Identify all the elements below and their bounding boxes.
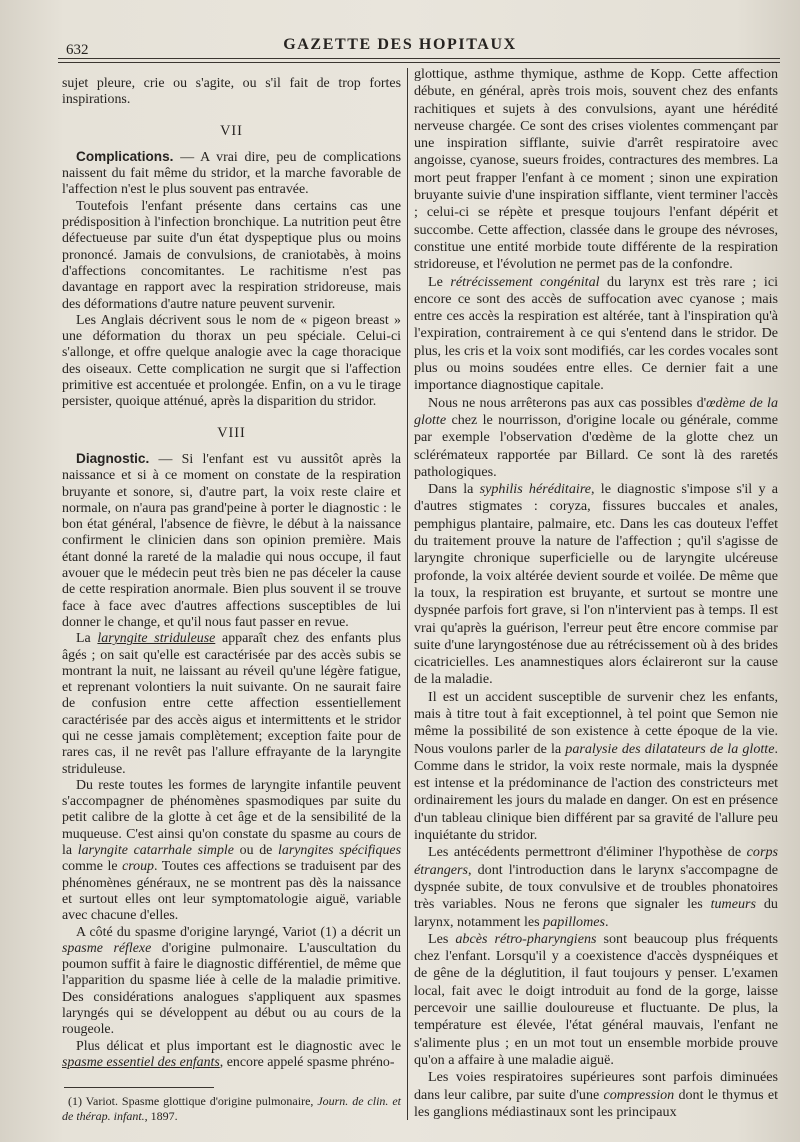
term: compression (603, 1086, 675, 1103)
paragraph: Les Anglais décrivent sous le nom de « pigeon breast » une déformation du thorax un peu spéciale. Celui-ci s'allonge, et offre quelque analogie avec la cage thoracique des oiseaux. Cette complication ne surgit que si l'affection primitive est accentuée et prolongée. Enfin, on a vu le tirage persister, quoique atténué, après la disparition du stridor. (62, 312, 401, 410)
header-rule-bottom (58, 62, 780, 63)
paragraph: Il est un accident susceptible de survenir chez les enfants, mais à titre tout à fait exceptionnel, à tel point que Semon nie même la possibilité de son existence à cette époque de la vie. Nous voulons parler de la paralysie des dilatateurs de la glotte. Comme dans le stridor, la voix reste normale, mais la dyspnée est intense et la prédominance de l'action des constricteurs met ordinairement les jours du malade en danger. On est en présence d'un tableau clinique bien différent par sa gravité de l'allure peu inquiétante du stridor. (414, 688, 779, 844)
term: paralysie des dilatateurs de la glotte (565, 740, 775, 757)
paragraph: Les voies respiratoires supérieures sont parfois diminuées dans leur calibre, par suite d'une compression dont le thymus et les ganglions médiastinaux sont les principaux (414, 1069, 778, 1120)
term: syphilis héréditaire (479, 481, 592, 498)
paragraph: sujet pleure, crie ou s'agite, ou s'il fait de trop fortes inspirations. (62, 76, 401, 108)
paragraph: Toutefois l'enfant présente dans certains cas une prédisposition à l'infection bronchique. La nutrition peut être défectueuse par suite d'un état dyspeptique plus ou moins prononcé. Jamais de convulsions, de craniotabès, à moins d'affections concomitantes. Le rachitisme n'est pas davantage en rapport avec la respiration stridoreuse, mais des déformations d'autre nature peuvent survenir. (62, 198, 401, 312)
term: spasme essentiel des enfants (62, 1054, 220, 1070)
paragraph: Du reste toutes les formes de laryngite infantile peuvent s'accompagner de phénomènes spasmodiques par suite du petit calibre de la glotte à cet âge et de la sensibilité de la muqueuse. C'est ainsi qu'on constate du spasme au cours de la laryngite catarrhale simple ou de laryngites spécifiques comme le croup. Toutes ces affections se traduisent par des phénomènes généraux, ne se montrent pas dès la naissance et surtout elles ont leur symptomatologie aiguë, variable avec chacune d'elles. (62, 777, 402, 924)
section-heading: Complications. (76, 148, 174, 164)
page-header (0, 34, 800, 58)
paragraph-diagnostic: Diagnostic. — Si l'enfant est vu aussitôt après la naissance et si à ce moment on constate de la respiration bruyante et sonore, si, d'autre part, la voix reste claire et normale, on n'aura pas grand'peine à porter le diagnostic : le bon état général, l'absence de fièvre, le début à la naissance confirment le clinicien dans son opinion première. Mais étant donné la rareté de la maladie qui nous occupe, il faut avouer que le médecin peut très bien ne pas déceler la cause de cette respiration anormale. Bien plus souvent il se trouve face à face avec d'autres affections susceptibles de lui donner le change, et qu'il nous faut passer en revue. (62, 450, 401, 630)
paragraph: A côté du spasme d'origine laryngé, Variot (1) a décrit un spasme réflexe d'origine pulmonaire. L'auscultation du poumon suffit à faire le diagnostic différentiel, de même que l'apparition du spasme liée à celle de la maladie primitive. Des considérations analogues s'appliquent aux spasmes laryngés qui se développent au début ou au cours de la rougeole. (62, 924, 401, 1038)
paragraph: Les abcès rétro-pharyngiens sont beaucoup plus fréquents chez l'enfant. Lorsqu'il y a coexistence d'accès dyspnéiques et de gêne de la déglutition, il faut toujours y penser. L'examen local, fait avec le doigt introduit au fond de la gorge, laisse percevoir une saillie douloureuse et fluctuante. De plus, la température est élevée, l'état général mauvais, l'enfant ne s'alimente plus ; en un mot tout un ensemble morbide prouve qu'on a affaire à une maladie aiguë. (414, 930, 778, 1068)
paragraph: Dans la syphilis héréditaire, le diagnostic s'impose s'il y a d'autres stigmates : coryza, fissures buccales et anales, pemphigus plantaire, palmaire, etc. Dans les cas douteux l'effet du traitement prouve la nature de l'affection ; qu'il s'agisse de laryngite chronique superficielle ou de laryngite ulcéreuse profonde, la voix altérée devient sourde et voilée. De même que la toux, la respiration est bruyante, et surtout se montre une dyspnée parfois fort grave, si l'on n'intervient pas à temps. Il est vrai qu'après la guérison, l'erreur peut être encore commise par suite d'une laryngosténose due au rétrécissement où à des brides cicatricielles. Les anamnestiques alors éclaireront sur la cause de la maladie. (414, 481, 778, 688)
term: tumeurs (710, 896, 757, 913)
term: corps étrangers (414, 844, 778, 878)
journal-title: GAZETTE DES HOPITAUX (283, 36, 517, 53)
term: croup (122, 859, 154, 875)
paragraph: La laryngite striduleuse apparaît chez des enfants plus âgés ; on sait qu'elle est caractérisée par des accès subis se montrant la nuit, ne laissant au réveil qu'une légère fatigue, et reprenant volontiers la nuit suivante. On ne saurait faire de confusion entre cette affection essentiellement caractérisée par des accès aigus et intermittents et le stridor qui ne cesse jamais complètement; exception faite pour de rares cas, il ne revêt pas l'allure effrayante de la laryngite striduleuse. (62, 631, 401, 777)
paragraph: glottique, asthme thymique, asthme de Kopp. Cette affection débute, en général, après trois mois, souvent chez des enfants rachitiques et sujets à des convulsions, ayant une hérédité nerveuse chargée. Ce sont des crises violentes commençant par une inspiration sifflante, suivie d'arrêt respiratoire avec angoisse, cyanose, sueurs froides, contractures des membres. La mort peut frapper l'enfant à ce moment ; sinon une expiration bruyante suivie d'une inspiration sifflante, vient terminer l'accès ; celui-ci se répète et presque toujours l'enfant dépérit et succombe. Cette affection, classée dans le groupe des névroses, constitue une entité morbide toute différente de la respiration stridoreuse, et l'évolution ne permet pas de la confondre. (414, 66, 778, 273)
column-divider (407, 68, 408, 1120)
paragraph: Plus délicat et plus important est le diagnostic avec le spasme essentiel des enfants, encore appelé spasme phréno- (62, 1038, 401, 1070)
header-rule-top (58, 58, 780, 59)
paragraph-complications: Complications. — A vrai dire, peu de complications naissent du fait même du stridor, et la marche favorable de l'affection n'est le plus souvent pas entravée. (62, 148, 401, 198)
term: laryngite catarrhale simple (77, 843, 234, 859)
section-heading: Diagnostic. (76, 450, 150, 466)
footnote-rule (64, 1087, 214, 1088)
term: spasme réflexe (62, 940, 152, 956)
term: laryngite striduleuse (97, 631, 216, 647)
left-column (62, 76, 401, 1124)
term: rétrécissement congénital (450, 273, 600, 290)
page-number: 632 (66, 42, 89, 58)
term: papillomes (543, 913, 606, 930)
section-number: VIII (217, 424, 246, 441)
term: laryngites spécifiques (278, 843, 402, 859)
right-column (414, 66, 778, 1121)
paragraph: Les antécédents permettront d'éliminer l'hypothèse de corps étrangers, dont l'introduction dans le larynx s'accompagne de dyspnée subite, de toux convulsive et de troubles phonatoires très variables. Nous ne ferons que signaler les tumeurs du larynx, notamment les papillomes. (414, 844, 778, 930)
term: abcès rétro-pharyngiens (455, 930, 597, 947)
footnote: (1) Variot. Spasme glottique d'origine pulmonaire, Journ. de clin. et de thérap. infant., 1897. (62, 1094, 401, 1124)
paragraph: Nous ne nous arrêterons pas aux cas possibles d'œdème de la glotte chez le nourrisson, d'origine locale ou générale, comme par exemple l'observation d'œdème de la glotte chez un sclérémateux rapportée par Billard. Ce sont là des raretés pathologiques. (414, 394, 778, 480)
term: œdème de la glotte (414, 394, 778, 428)
section-number: VII (220, 122, 243, 139)
paragraph: Le rétrécissement congénital du larynx est très rare ; ici encore ce sont des accès de suffocation avec cyanose ; mais entre ces accès la respiration est altérée, tant à l'inspiration qu'à l'expiration, contrairement à ce qui s'entend dans le stridor. De plus, les cris et la voix sont modifiés, car les cordes vocales sont plus ou moins soudées entre elles. Ce dernier fait a une importance diagnostique capitale. (414, 273, 778, 394)
